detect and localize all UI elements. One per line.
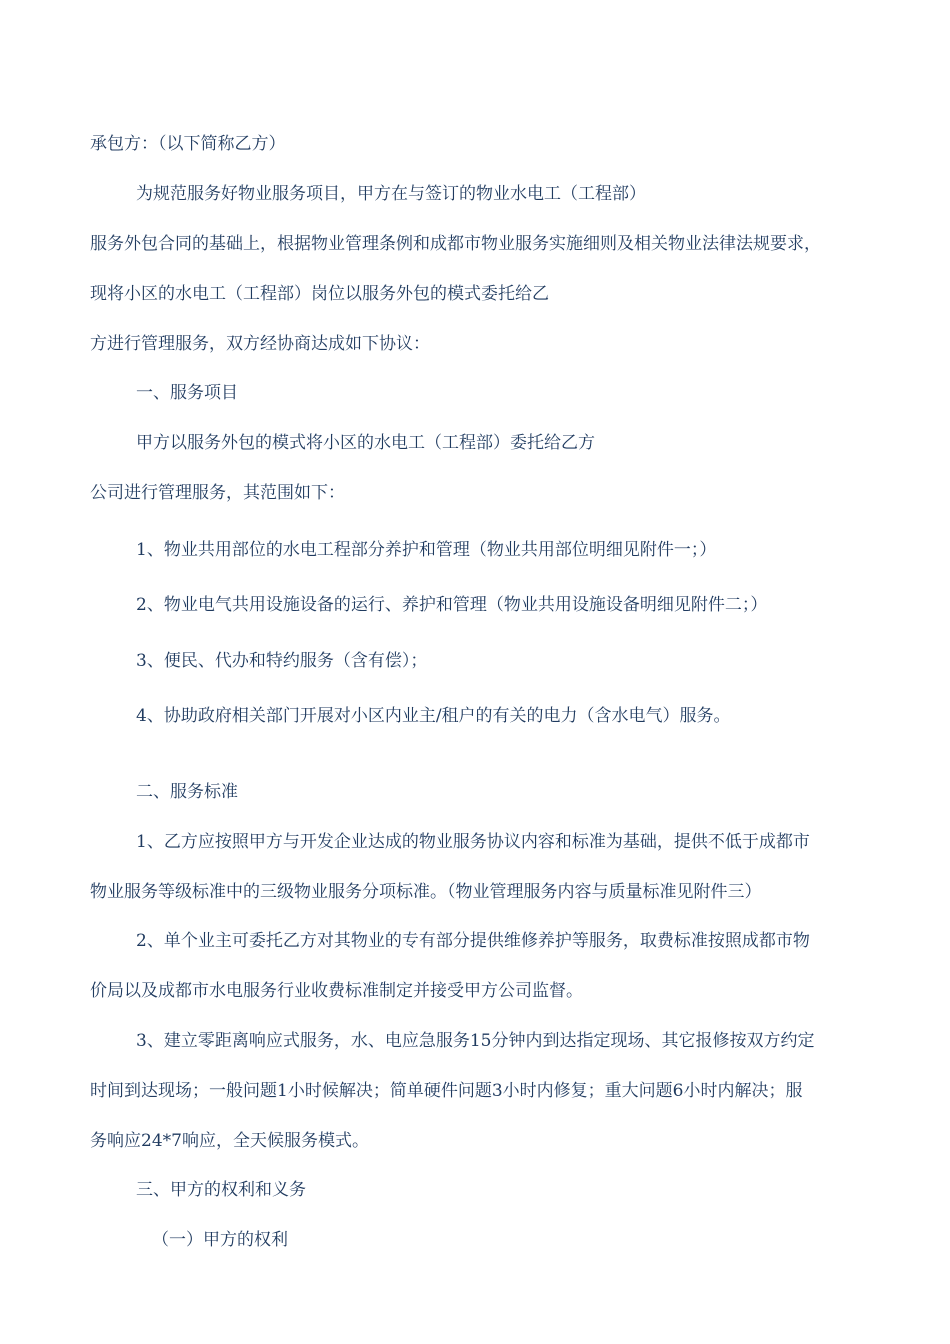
paragraph-line: 公司进行管理服务，其范围如下：: [90, 483, 345, 503]
section-heading: 二、服务标准: [136, 782, 238, 802]
paragraph-line: 现将小区的水电工（工程部）岗位以服务外包的模式委托给乙: [90, 284, 549, 304]
contractor-line: 承包方：（以下简称乙方）: [90, 134, 286, 154]
paragraph-line: 方进行管理服务，双方经协商达成如下协议：: [90, 334, 430, 354]
paragraph-line: 2、单个业主可委托乙方对其物业的专有部分提供维修养护等服务，取费标准按照成都市物: [136, 931, 810, 951]
list-item: 4、协助政府相关部门开展对小区内业主/租户的有关的电力（含水电气）服务。: [136, 706, 731, 726]
paragraph-line: 价局以及成都市水电服务行业收费标准制定并接受甲方公司监督。: [90, 981, 583, 1001]
paragraph-line: 物业服务等级标准中的三级物业服务分项标准。（物业管理服务内容与质量标准见附件三）: [90, 882, 762, 902]
list-item: 1、物业共用部位的水电工程部分养护和管理（物业共用部位明细见附件一；）: [136, 540, 717, 560]
paragraph-line: 3、建立零距离响应式服务，水、电应急服务15分钟内到达指定现场、其它报修按双方约定: [136, 1031, 815, 1051]
subsection-heading: （一）甲方的权利: [152, 1230, 288, 1250]
paragraph-line: 为规范服务好物业服务项目，甲方在与签订的物业水电工（工程部）: [136, 184, 646, 204]
paragraph-line: 务响应24*7响应，全天候服务模式。: [90, 1131, 369, 1151]
list-item: 2、物业电气共用设施设备的运行、养护和管理（物业共用设施设备明细见附件二；）: [136, 595, 768, 615]
list-item: 3、便民、代办和特约服务（含有偿）；: [136, 651, 428, 671]
paragraph-line: 甲方以服务外包的模式将小区的水电工（工程部）委托给乙方: [136, 433, 595, 453]
paragraph-line: 时间到达现场；一般问题1小时候解决；简单硬件问题3小时内修复；重大问题6小时内解决；服: [90, 1081, 803, 1101]
section-heading: 一、服务项目: [136, 383, 238, 403]
paragraph-line: 1、乙方应按照甲方与开发企业达成的物业服务协议内容和标准为基础，提供不低于成都市: [136, 832, 810, 852]
section-heading: 三、甲方的权利和义务: [136, 1180, 306, 1200]
paragraph-line: 服务外包合同的基础上，根据物业管理条例和成都市物业服务实施细则及相关物业法律法规要求，: [90, 234, 821, 254]
